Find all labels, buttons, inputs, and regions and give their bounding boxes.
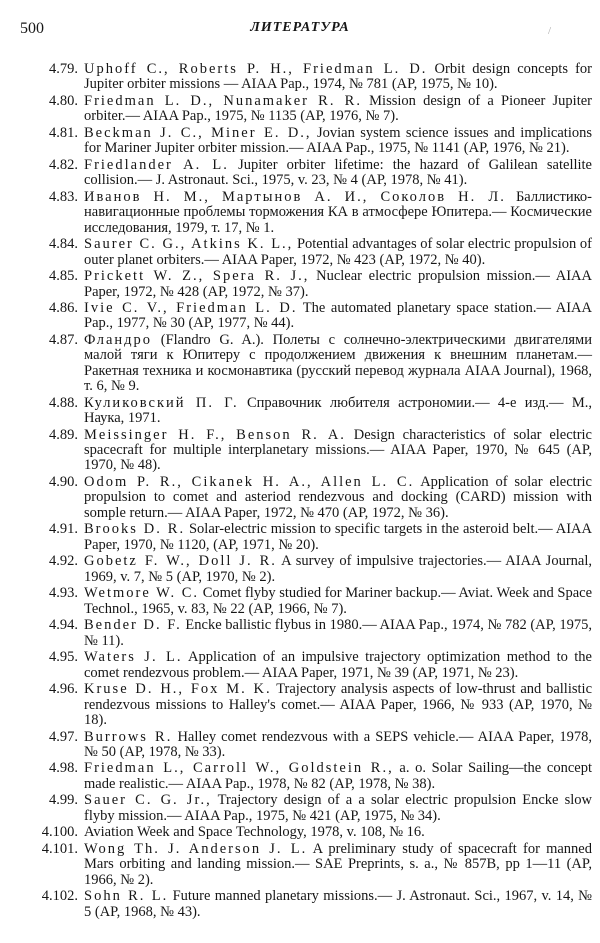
reference-number: 4.102. xyxy=(41,888,78,905)
reference-number: 4.89. xyxy=(49,426,78,443)
reference-authors: Фландро xyxy=(84,332,153,349)
reference-text xyxy=(84,190,592,236)
reference-authors: Brooks D. R. xyxy=(84,521,186,538)
reference-number: 4.79. xyxy=(49,61,78,77)
reference-entry xyxy=(20,333,592,394)
reference-number: 4.87. xyxy=(49,332,78,349)
reference-number: 4.99. xyxy=(49,792,78,809)
reference-entry xyxy=(20,825,592,840)
reference-details: The automated planetary space station.— AIAA Pap., 1977, № 30 (AP, 1977, № 44). xyxy=(84,300,592,332)
reference-number: 4.90. xyxy=(49,474,78,491)
reference-details: A survey of impulsive trajectories.— AIAA Journal, 1969, v. 7, № 5 (AP, 1970, № 2). xyxy=(84,553,592,585)
reference-text xyxy=(84,522,592,553)
reference-number: 4.82. xyxy=(49,156,78,173)
reference-authors: Gobetz F. W., Doll J. R. xyxy=(84,553,277,570)
reference-details: Application of an impulsive trajectory optimization method to the comet rendezvous problem.— AIAA Paper, 1971, № 39 (AP, 1971, № 23). xyxy=(84,649,592,681)
reference-number: 4.98. xyxy=(49,760,78,777)
reference-authors: Prickett W. Z., Spera R. J., xyxy=(84,268,310,285)
reference-text xyxy=(84,586,592,617)
reference-number: 4.96. xyxy=(49,681,78,698)
reference-text xyxy=(84,650,592,681)
reference-entry xyxy=(20,428,592,474)
reference-number: 4.101. xyxy=(41,841,78,858)
reference-entry xyxy=(20,730,592,761)
reference-entry xyxy=(20,682,592,728)
reference-details: a. o. Solar Sailing—the concept made realistic.— AIAA Pap., 1978, № 82 (AP, 1978, № 38). xyxy=(84,760,592,792)
reference-entry xyxy=(20,62,592,93)
reference-entry xyxy=(20,842,592,888)
reference-authors: Beckman J. C., Miner E. D., xyxy=(84,124,312,141)
reference-number: 4.97. xyxy=(49,728,78,745)
reference-text xyxy=(84,396,592,427)
reference-authors: Meissinger H. F., Benson R. A. xyxy=(84,426,346,443)
reference-entry xyxy=(20,237,592,268)
reference-authors: Odom P. R., Cikanek H. A., Allen L. C. xyxy=(84,474,415,491)
reference-details: Solar-electric mission to specific targets in the asteroid belt.— AIAA Paper, 1970, № 1120, (AP, 1971, № 20). xyxy=(84,521,592,553)
reference-authors: Куликовский П. Г. xyxy=(84,394,239,411)
reference-list xyxy=(20,62,592,921)
reference-number: 4.85. xyxy=(49,268,78,285)
reference-number: 4.100. xyxy=(41,824,78,841)
reference-details: Comet flyby studied for Mariner backup.— Aviat. Week and Space Technol., 1965, v. 83, № 22 (AP, 1966, № 7). xyxy=(84,585,593,617)
reference-authors: Wetmore W. C. xyxy=(84,585,200,602)
reference-text xyxy=(84,333,592,394)
reference-number: 4.83. xyxy=(49,188,78,205)
reference-text xyxy=(84,158,592,189)
reference-number: 4.86. xyxy=(49,300,78,317)
reference-authors: Waters J. L. xyxy=(84,649,183,666)
reference-authors: Bender D. F. xyxy=(84,617,182,634)
reference-details: Design characteristics of solar electric spacecraft for multiple interplanetary missions.— AIAA Paper, 1970, № 645 (AP, 1970, № 48). xyxy=(84,426,592,474)
reference-entry xyxy=(20,158,592,189)
reference-details: Trajectory analysis aspects of low-thrust and ballistic rendezvous missions to Halley's comet.— AIAA Paper, 1966, № 933 (AP, 1970, № 18). xyxy=(84,681,593,728)
reference-authors: Friedman L., Carroll W., Goldstein R., xyxy=(84,760,394,777)
running-head xyxy=(20,20,580,44)
reference-number: 4.81. xyxy=(49,124,78,141)
reference-authors: Uphoff C., Roberts P. H., Friedman L. D. xyxy=(84,61,428,77)
reference-entry xyxy=(20,554,592,585)
reference-authors: Wong Th. J. Anderson J. L. xyxy=(84,841,308,858)
reference-details: Encke ballistic flybus in 1980.— AIAA Pap., 1974, № 782 (AP, 1975, № 11). xyxy=(84,617,592,649)
reference-number: 4.95. xyxy=(49,649,78,666)
reference-authors: Friedlander A. L. xyxy=(84,156,229,173)
reference-entry xyxy=(20,396,592,427)
reference-details: Jupiter orbiter lifetime: the hazard of Galilean satellite collision.— J. Astronaut. Sci., 1975, v. 23, № 4 (AP, 1978, № 41). xyxy=(84,156,592,189)
reference-text xyxy=(84,825,592,840)
reference-text xyxy=(84,126,592,157)
reference-details: Halley comet rendezvous with a SEPS vehicle.— AIAA Paper, 1978, № 50 (AP, 1978, № 33). xyxy=(84,728,592,760)
reference-details: (Flandro G. A.). Полеты с солнечно-электрическими двигателями малой тяги к Юпитеру с продолжением движения к внешним планетам.— Ракетная техника и космонавтика (русский перевод журнала AIAA Journal), 1968, т. 6, № 9. xyxy=(84,332,592,395)
page-title: ЛИТЕРАТУРА xyxy=(250,20,350,35)
reference-entry xyxy=(20,475,592,521)
reference-authors: Ivie C. V., Friedman L. D. xyxy=(84,300,298,317)
reference-text xyxy=(84,842,592,888)
reference-authors: Sohn R. L. xyxy=(84,888,169,905)
reference-details: Mission design of a Pioneer Jupiter orbiter.— AIAA Pap., 1975, № 1135 (AP, 1976, № 7). xyxy=(84,92,592,125)
reference-text xyxy=(84,889,592,920)
reference-entry xyxy=(20,522,592,553)
reference-entry xyxy=(20,889,592,920)
reference-details: Справочник любителя астрономии.— 4-е изд.— М., Наука, 1971. xyxy=(84,394,592,427)
reference-text xyxy=(84,62,592,93)
reference-entry xyxy=(20,650,592,681)
reference-entry xyxy=(20,301,592,332)
reference-text xyxy=(84,428,592,474)
reference-entry xyxy=(20,793,592,824)
reference-details: Orbit design concepts for Jupiter orbiter missions — AIAA Pap., 1974, № 781 (AP, 1975, № 10). xyxy=(84,61,592,93)
reference-details: Future manned planetary missions.— J. Astronaut. Sci., 1967, v. 14, № 5 (AP, 1968, № 43). xyxy=(84,888,592,920)
reference-text xyxy=(84,301,592,332)
reference-entry xyxy=(20,586,592,617)
reference-text xyxy=(84,554,592,585)
reference-details: A preliminary study of spacecraft for manned Mars orbiting and landing mission.— SAE Preprints, s. a., № 857B, pp 1—11 (AP, 1966, № 2). xyxy=(84,841,592,888)
reference-number: 4.93. xyxy=(49,585,78,602)
reference-number: 4.88. xyxy=(49,394,78,411)
reference-text xyxy=(84,618,592,649)
reference-entry xyxy=(20,94,592,125)
reference-entry xyxy=(20,190,592,236)
reference-entry xyxy=(20,618,592,649)
reference-authors: Friedman L. D., Nunamaker R. R. xyxy=(84,92,362,109)
reference-text xyxy=(84,682,592,728)
reference-details: Баллистико-навигационные проблемы торможения КА в атмосфере Юпитера.— Космические исследования, 1979, т. 17, № 1. xyxy=(84,188,592,236)
reference-details: Application of solar electric propulsion to comet and asteriod rendezvous and docking (CARD) mission with somple return.— AIAA Paper, 1972, № 470 (AP, 1972, № 36). xyxy=(84,474,592,521)
reference-text xyxy=(84,761,592,792)
reference-details: Aviation Week and Space Technology, 1978, v. 108, № 16. xyxy=(84,824,425,841)
reference-entry xyxy=(20,761,592,792)
reference-number: 4.94. xyxy=(49,617,78,634)
reference-entry xyxy=(20,269,592,300)
reference-number: 4.91. xyxy=(49,521,78,538)
reference-authors: Kruse D. H., Fox M. K. xyxy=(84,681,272,698)
reference-authors: Иванов Н. М., Мартынов А. И., Соколов Н. Л. xyxy=(84,188,506,205)
reference-text xyxy=(84,237,592,268)
reference-authors: Saurer C. G., Atkins K. L., xyxy=(84,236,294,253)
page-number: 500 xyxy=(20,20,44,37)
reference-text xyxy=(84,793,592,824)
margin-mark: / xyxy=(548,25,552,37)
reference-authors: Burrows R. xyxy=(84,728,173,745)
reference-text xyxy=(84,730,592,761)
reference-details: Trajectory design of a a solar electric propulsion Encke slow flyby mission.— AIAA Pap., 1975, № 421 (AP, 1975, № 34). xyxy=(84,792,592,824)
reference-details: Potential advantages of solar electric propulsion of outer planet orbiters.— AIAA Paper, 1972, № 423 (AP, 1972, № 40). xyxy=(84,236,592,268)
reference-number: 4.80. xyxy=(49,92,78,109)
reference-text xyxy=(84,269,592,300)
reference-authors: Sauer C. G. Jr., xyxy=(84,792,212,809)
reference-details: Jovian system science issues and implications for Mariner Jupiter orbiter mission.— AIAA Pap., 1975, № 1141 (AP, 1976, № 21). xyxy=(84,124,592,157)
reference-text xyxy=(84,475,592,521)
reference-number: 4.92. xyxy=(49,553,78,570)
reference-details: Nuclear electric propulsion mission.— AIAA Paper, 1972, № 428 (AP, 1972, № 37). xyxy=(84,268,592,300)
reference-text xyxy=(84,94,592,125)
reference-entry xyxy=(20,126,592,157)
reference-number: 4.84. xyxy=(49,236,78,253)
